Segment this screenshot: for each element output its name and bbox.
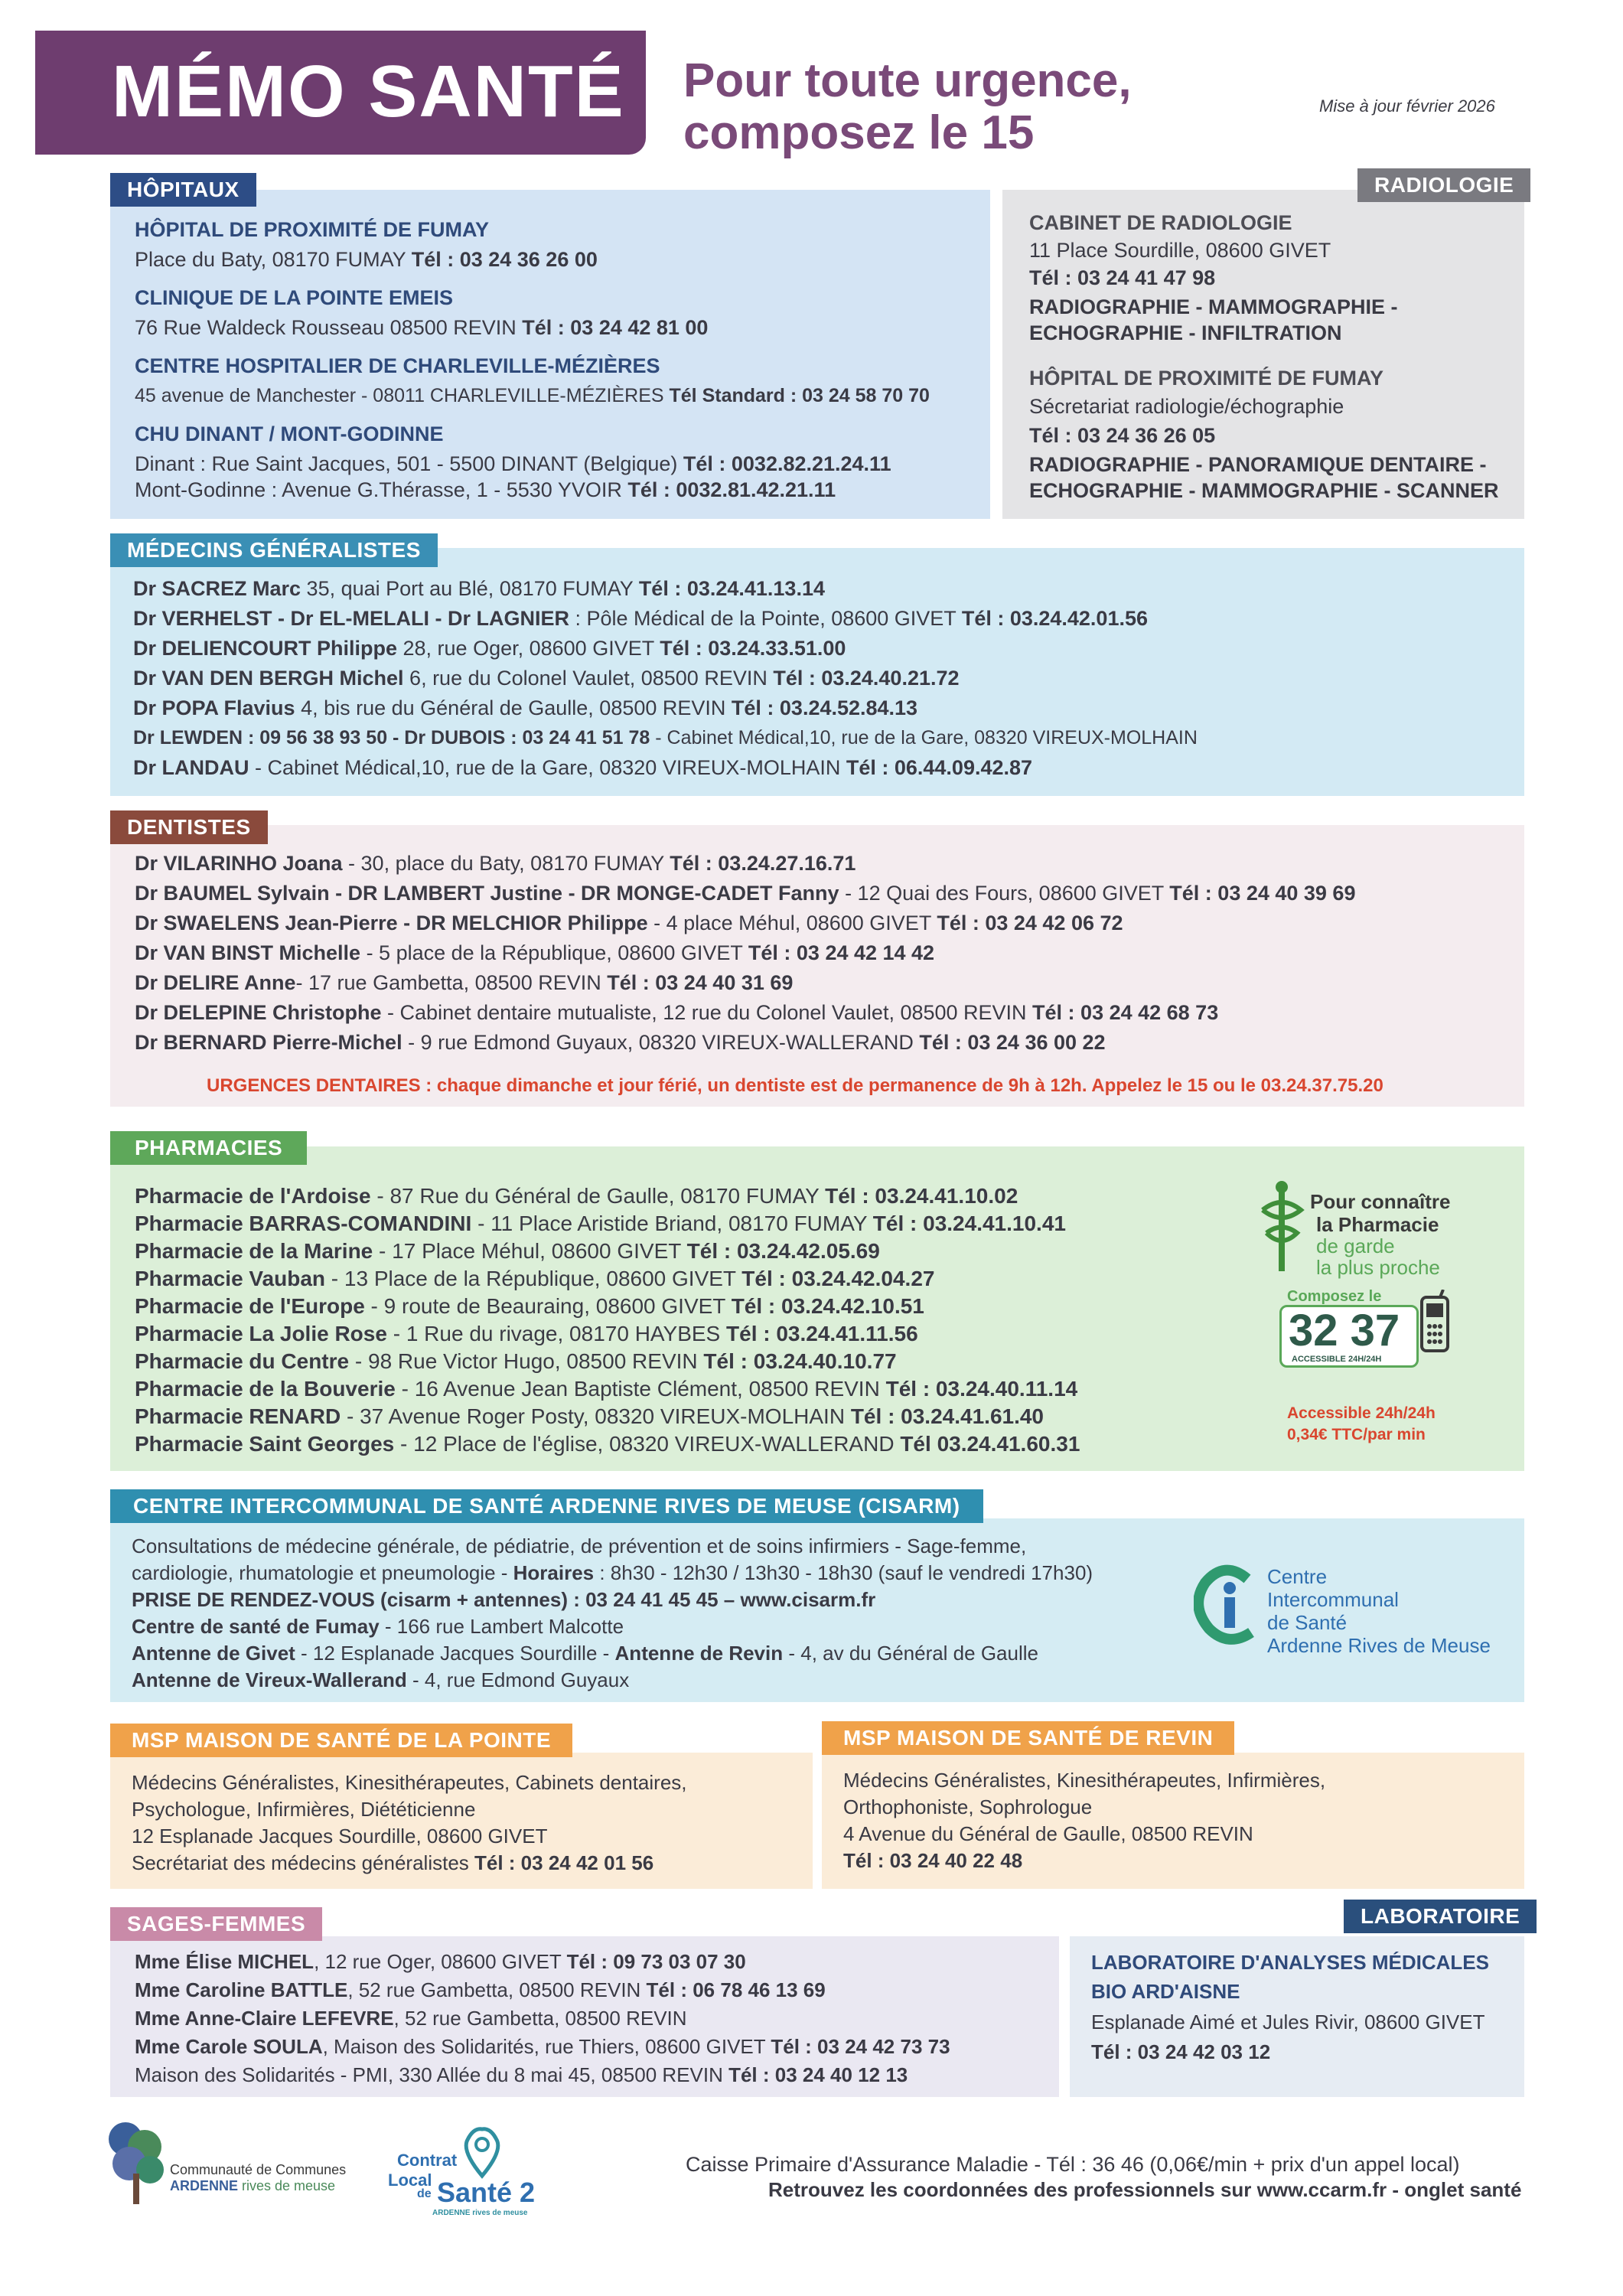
radiologie-fumay-secretariat: Sécretariat radiologie/échographie xyxy=(1029,395,1344,418)
cisarm-consultations-1: Consultations de médecine générale, de pédiatrie, de prévention et de soins infirmiers - Sage-femme, xyxy=(132,1534,1027,1557)
hopital-fumay-address: Place du Baty, 08170 FUMAY Tél : 03 24 36 26 00 xyxy=(135,248,598,271)
cisarm-logo-line-1: Centre xyxy=(1267,1565,1328,1588)
medecin-landau: Dr LANDAU - Cabinet Médical,10, rue de la Gare, 08320 VIREUX-MOLHAIN Tél : 06.44.09.42.87 xyxy=(133,756,1033,779)
pharmacie-centre: Pharmacie du Centre - 98 Rue Victor Hugo, 08500 REVIN Tél : 03.24.40.10.77 xyxy=(135,1349,897,1373)
chu-dinant-address: Dinant : Rue Saint Jacques, 501 - 5500 DINANT (Belgique) Tél : 0032.82.21.24.11 xyxy=(135,452,891,475)
radiologie-label: RADIOLOGIE xyxy=(1357,168,1530,202)
cabinet-radiologie-spec-1: RADIOGRAPHIE - MAMMOGRAPHIE - xyxy=(1029,295,1398,318)
cls-line-2: Local xyxy=(388,2170,432,2190)
msp-pointe-tel: Tél : 03 24 42 01 56 xyxy=(474,1851,654,1874)
caducee-icon xyxy=(1247,1179,1316,1279)
msp-revin-address: 4 Avenue du Général de Gaulle, 08500 REVIN xyxy=(843,1822,1253,1845)
hopitaux-label: HÔPITAUX xyxy=(110,173,256,207)
dentistes-label: DENTISTES xyxy=(110,810,268,844)
medecins-label: MÉDECINS GÉNÉRALISTES xyxy=(110,533,438,567)
accessible-24h: Accessible 24h/24h xyxy=(1287,1404,1436,1422)
sage-femme-soula: Mme Carole SOULA, Maison des Solidarités, rue Thiers, 08600 GIVET Tél : 03 24 42 73 73 xyxy=(135,2035,950,2058)
cisarm-logo-line-4: Ardenne Rives de Meuse xyxy=(1267,1634,1491,1657)
radiologie-fumay-name: HÔPITAL DE PROXIMITÉ DE FUMAY xyxy=(1029,367,1384,390)
sage-femme-lefevre: Mme Anne-Claire LEFEVRE, 52 rue Gambetta, 08500 REVIN xyxy=(135,2007,687,2030)
ch-charleville-tel: Tél Standard : 03 24 58 70 70 xyxy=(669,385,930,406)
dentiste-delire: Dr DELIRE Anne- 17 rue Gambetta, 08500 REVIN Tél : 03 24 40 31 69 xyxy=(135,971,794,994)
msp-revin-tel: Tél : 03 24 40 22 48 xyxy=(843,1849,1023,1872)
laboratoire-address: Esplanade Aimé et Jules Rivir, 08600 GIVET xyxy=(1091,2011,1485,2033)
garde-line-2: la Pharmacie xyxy=(1316,1213,1439,1236)
medecin-van-den-bergh: Dr VAN DEN BERGH Michel 6, rue du Colonel Vaulet, 08500 REVIN Tél : 03.24.40.21.72 xyxy=(133,667,960,690)
dentiste-baumel: Dr BAUMEL Sylvain - DR LAMBERT Justine - DR MONGE-CADET Fanny - 12 Quai des Fours, 08600 GIVET Tél : 03 24 40 39 69 xyxy=(135,882,1356,905)
msp-revin-services-1: Médecins Généralistes, Kinesithérapeutes, Infirmières, xyxy=(843,1769,1326,1792)
pharmacie-jolie-rose: Pharmacie La Jolie Rose - 1 Rue du rivage, 08170 HAYBES Tél : 03.24.41.11.56 xyxy=(135,1322,918,1345)
urgence-line-1: Pour toute urgence, xyxy=(683,54,1132,107)
cls-line-1: Contrat xyxy=(397,2151,458,2170)
page-title: MÉMO SANTÉ xyxy=(112,51,625,132)
cisarm-consultations-2: cardiologie, rhumatologie et pneumologie - Horaires : 8h30 - 12h30 / 13h30 - 18h30 (sauf le vendredi 17h30) xyxy=(132,1561,1093,1584)
garde-line-4: la plus proche xyxy=(1316,1256,1440,1279)
pharmacies-label: PHARMACIES xyxy=(110,1131,307,1165)
cpam-info: Caisse Primaire d'Assurance Maladie - Tél : 36 46 (0,06€/min + prix d'un appel local) xyxy=(686,2153,1460,2176)
pharmacie-ardoise: Pharmacie de l'Ardoise - 87 Rue du Général de Gaulle, 08170 FUMAY Tél : 03.24.41.10.02 xyxy=(135,1184,1018,1208)
cisarm-rdv: PRISE DE RENDEZ-VOUS (cisarm + antennes) : 03 24 41 45 45 – www.cisarm.fr xyxy=(132,1588,876,1611)
cc-line-2: ARDENNE rives de meuse xyxy=(170,2178,336,2193)
pharmacie-garde-promo xyxy=(1240,1175,1492,1450)
chu-dinant-name: CHU DINANT / MONT-GODINNE xyxy=(135,422,444,445)
laboratoire-name-1: LABORATOIRE D'ANALYSES MÉDICALES xyxy=(1091,1951,1489,1974)
sage-femme-battle: Mme Caroline BATTLE, 52 rue Gambetta, 08500 REVIN Tél : 06 78 46 13 69 xyxy=(135,1978,826,2001)
cls-line-5: ARDENNE rives de meuse xyxy=(432,2209,528,2217)
pharmacie-europe: Pharmacie de l'Europe - 9 route de Beauraing, 08600 GIVET Tél : 03.24.42.10.51 xyxy=(135,1294,924,1318)
dentiste-bernard: Dr BERNARD Pierre-Michel - 9 rue Edmond Guyaux, 08320 VIREUX-WALLERAND Tél : 03 24 36 00 22 xyxy=(135,1031,1106,1054)
cabinet-radiologie-address: 11 Place Sourdille, 08600 GIVET xyxy=(1029,239,1331,262)
clinique-pointe-tel: Tél : 03 24 42 81 00 xyxy=(522,316,709,339)
garde-line-3: de garde xyxy=(1316,1234,1395,1257)
pharmacie-renard: Pharmacie RENARD - 37 Avenue Roger Posty, 08320 VIREUX-MOLHAIN Tél : 03.24.41.61.40 xyxy=(135,1404,1045,1428)
number-3237: 32 37 xyxy=(1289,1306,1400,1355)
clinique-pointe-address: 76 Rue Waldeck Rousseau 08500 REVIN Tél : 03 24 42 81 00 xyxy=(135,316,709,339)
cisarm-fumay: Centre de santé de Fumay - 166 rue Lambert Malcotte xyxy=(132,1615,624,1638)
update-date: Mise à jour février 2026 xyxy=(1319,96,1495,116)
urgence-line-2: composez le 15 xyxy=(683,106,1035,159)
hopital-fumay-name: HÔPITAL DE PROXIMITÉ DE FUMAY xyxy=(135,218,490,241)
ccarm-info: Retrouvez les coordonnées des professionnels sur www.ccarm.fr - onglet santé xyxy=(768,2178,1522,2201)
composez-le: Composez le xyxy=(1287,1288,1382,1305)
dentiste-vilarinho: Dr VILARINHO Joana - 30, place du Baty, 08170 FUMAY Tél : 03.24.27.16.71 xyxy=(135,852,856,875)
mont-godinne-address: Mont-Godinne : Avenue G.Thérasse, 1 - 5530 YVOIR Tél : 0032.81.42.21.11 xyxy=(135,478,836,501)
medecin-sacrez: Dr SACREZ Marc 35, quai Port au Blé, 08170 FUMAY Tél : 03.24.41.13.14 xyxy=(133,577,825,600)
pharmacie-marine: Pharmacie de la Marine - 17 Place Méhul, 08600 GIVET Tél : 03.24.42.05.69 xyxy=(135,1239,880,1263)
chu-dinant-tel: Tél : 0032.82.21.24.11 xyxy=(683,452,891,475)
cisarm-logo-line-3: de Santé xyxy=(1267,1611,1348,1634)
sages-femmes-label: SAGES-FEMMES xyxy=(110,1907,322,1941)
ch-charleville-name: CENTRE HOSPITALIER DE CHARLEVILLE-MÉZIÈRES xyxy=(135,354,660,377)
urgence-heading xyxy=(683,55,1132,159)
msp-pointe-secretariat: Secrétariat des médecins généralistes Tél : 03 24 42 01 56 xyxy=(132,1851,654,1874)
msp-pointe-services-1: Médecins Généralistes, Kinesithérapeutes, Cabinets dentaires, xyxy=(132,1771,687,1794)
msp-pointe-address: 12 Esplanade Jacques Sourdille, 08600 GIVET xyxy=(132,1825,548,1848)
medecin-lewden-dubois: Dr LEWDEN : 09 56 38 93 50 - Dr DUBOIS : 03 24 41 51 78 - Cabinet Médical,10, rue de la Gare, 08320 VIREUX-MOLHAIN xyxy=(133,727,1198,748)
dentiste-van-binst: Dr VAN BINST Michelle - 5 place de la République, 08600 GIVET Tél : 03 24 42 14 42 xyxy=(135,941,935,964)
cisarm-antennes: Antenne de Givet - 12 Esplanade Jacques Sourdille - Antenne de Revin - 4, av du Général de Gaulle xyxy=(132,1642,1038,1665)
pharmacie-bouverie: Pharmacie de la Bouverie - 16 Avenue Jean Baptiste Clément, 08500 REVIN Tél : 03.24.40.11.14 xyxy=(135,1377,1078,1401)
cisarm-logo-line-2: Intercommunal xyxy=(1267,1588,1399,1611)
hopital-fumay-tel: Tél : 03 24 36 26 00 xyxy=(411,248,598,271)
urgences-dentaires: URGENCES DENTAIRES : chaque dimanche et jour férié, un dentiste est de permanence de 9h à 12h. Appelez le 15 ou le 03.24.37.75.20 xyxy=(207,1075,1383,1096)
cabinet-radiologie-name: CABINET DE RADIOLOGIE xyxy=(1029,211,1292,234)
msp-revin-services-2: Orthophoniste, Sophrologue xyxy=(843,1795,1093,1818)
cc-logo-text xyxy=(170,2162,346,2194)
radiologie-fumay-tel: Tél : 03 24 36 26 05 xyxy=(1029,424,1216,447)
radiologie-fumay-spec-2: ECHOGRAPHIE - MAMMOGRAPHIE - SCANNER xyxy=(1029,479,1499,502)
cls-line-4: Santé 2 xyxy=(437,2177,536,2208)
cc-line-1: Communauté de Communes xyxy=(170,2162,347,2177)
pharmacie-barras: Pharmacie BARRAS-COMANDINI - 11 Place Aristide Briand, 08170 FUMAY Tél : 03.24.41.10.41 xyxy=(135,1212,1066,1235)
pharmacie-vauban: Pharmacie Vauban - 13 Place de la République, 08600 GIVET Tél : 03.24.42.04.27 xyxy=(135,1267,935,1290)
tree-logo-icon xyxy=(103,2116,171,2208)
cisarm-logo-text xyxy=(1267,1565,1491,1657)
clinique-pointe-name: CLINIQUE DE LA POINTE EMEIS xyxy=(135,286,454,309)
cisarm-logo-icon xyxy=(1194,1564,1263,1648)
cisarm-label: CENTRE INTERCOMMUNAL DE SANTÉ ARDENNE RIVES DE MEUSE (CISARM) xyxy=(110,1489,983,1523)
dentiste-delepine: Dr DELEPINE Christophe - Cabinet dentaire mutualiste, 12 rue du Colonel Vaulet, 08500 REVIN Tél : 03 24 42 68 73 xyxy=(135,1001,1219,1024)
radiologie-fumay-spec-1: RADIOGRAPHIE - PANORAMIQUE DENTAIRE - xyxy=(1029,453,1487,476)
phone-icon xyxy=(1417,1290,1452,1354)
cls-pin-icon xyxy=(459,2126,505,2180)
price-per-min: 0,34€ TTC/par min xyxy=(1287,1426,1426,1443)
msp-pointe-label: MSP MAISON DE SANTÉ DE LA POINTE xyxy=(110,1724,572,1757)
laboratoire-label: LABORATOIRE xyxy=(1344,1900,1537,1933)
cls-line-3: de xyxy=(417,2187,432,2200)
laboratoire-tel: Tél : 03 24 42 03 12 xyxy=(1091,2040,1271,2063)
cabinet-radiologie-tel: Tél : 03 24 41 47 98 xyxy=(1029,266,1216,289)
sage-femme-michel: Mme Élise MICHEL, 12 rue Oger, 08600 GIVET Tél : 09 73 03 07 30 xyxy=(135,1950,746,1973)
cisarm-vireux: Antenne de Vireux-Wallerand - 4, rue Edmond Guyaux xyxy=(132,1668,630,1691)
accessible-small: ACCESSIBLE 24H/24H xyxy=(1292,1355,1382,1364)
medecin-deliencourt: Dr DELIENCOURT Philippe 28, rue Oger, 08600 GIVET Tél : 03.24.33.51.00 xyxy=(133,637,846,660)
msp-pointe-services-2: Psychologue, Infirmières, Diététicienne xyxy=(132,1798,476,1821)
laboratoire-name-2: BIO ARD'AISNE xyxy=(1091,1980,1240,2003)
cabinet-radiologie-spec-2: ECHOGRAPHIE - INFILTRATION xyxy=(1029,321,1342,344)
pmi-revin: Maison des Solidarités - PMI, 330 Allée du 8 mai 45, 08500 REVIN Tél : 03 24 40 12 13 xyxy=(135,2063,908,2086)
medecin-popa: Dr POPA Flavius 4, bis rue du Général de Gaulle, 08500 REVIN Tél : 03.24.52.84.13 xyxy=(133,696,918,719)
garde-line-1: Pour connaître xyxy=(1310,1190,1451,1213)
msp-revin-label: MSP MAISON DE SANTÉ DE REVIN xyxy=(822,1721,1234,1755)
pharmacie-saint-georges: Pharmacie Saint Georges - 12 Place de l'église, 08320 VIREUX-WALLERAND Tél 03.24.41.60.31 xyxy=(135,1432,1080,1456)
medecin-pole-pointe: Dr VERHELST - Dr EL-MELALI - Dr LAGNIER : Pôle Médical de la Pointe, 08600 GIVET Tél : 03.24.42.01.56 xyxy=(133,607,1148,630)
dentiste-swaelens: Dr SWAELENS Jean-Pierre - DR MELCHIOR Philippe - 4 place Méhul, 08600 GIVET Tél : 03 24 42 06 72 xyxy=(135,912,1123,934)
ch-charleville-address: 45 avenue de Manchester - 08011 CHARLEVILLE-MÉZIÈRES Tél Standard : 03 24 58 70 70 xyxy=(135,385,930,406)
mont-godinne-tel: Tél : 0032.81.42.21.11 xyxy=(627,478,836,501)
